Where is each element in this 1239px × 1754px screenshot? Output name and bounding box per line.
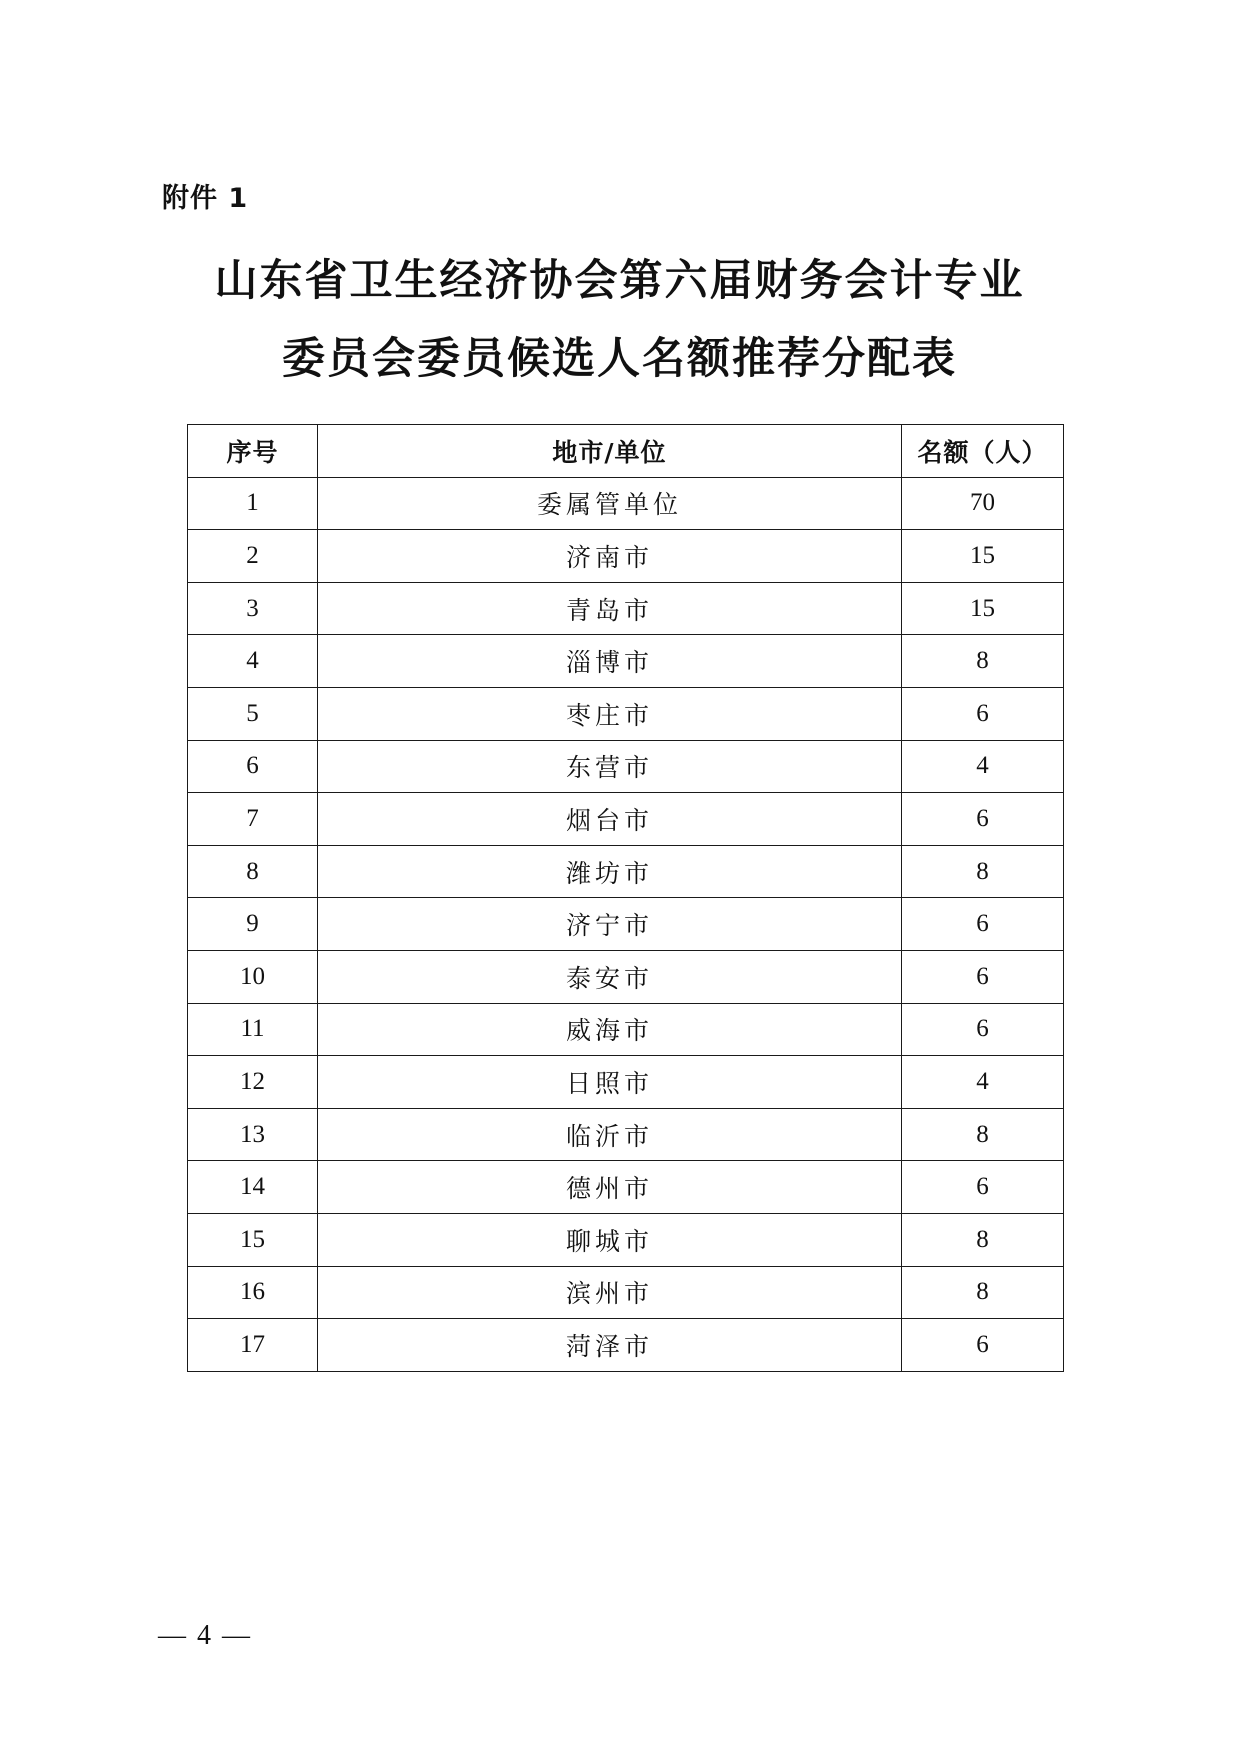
row-quota: 15 [902,582,1064,635]
row-quota: 6 [902,950,1064,1003]
row-quota: 15 [902,530,1064,583]
row-index: 16 [188,1266,318,1319]
table-row [188,582,1064,635]
table-row [188,898,1064,951]
row-quota: 8 [902,1108,1064,1161]
row-unit: 淄博市 [318,635,902,688]
quota-allocation-table [187,424,1064,1372]
row-quota: 6 [902,1003,1064,1056]
row-index: 6 [188,740,318,793]
row-unit: 滨州市 [318,1266,902,1319]
table-body [188,477,1064,1371]
header-index: 序号 [188,425,318,478]
row-unit: 青岛市 [318,582,902,635]
row-index: 2 [188,530,318,583]
attachment-label: 附件 1 [162,183,249,214]
row-quota: 6 [902,1161,1064,1214]
row-unit: 德州市 [318,1161,902,1214]
row-index: 12 [188,1056,318,1109]
row-quota: 8 [902,1266,1064,1319]
row-index: 10 [188,950,318,1003]
row-quota: 8 [902,1213,1064,1266]
row-quota: 4 [902,1056,1064,1109]
table-row [188,845,1064,898]
row-index: 7 [188,793,318,846]
table-row [188,1161,1064,1214]
table-row [188,687,1064,740]
row-index: 15 [188,1213,318,1266]
table-row [188,477,1064,530]
row-quota: 8 [902,635,1064,688]
row-index: 8 [188,845,318,898]
row-unit: 泰安市 [318,950,902,1003]
row-index: 9 [188,898,318,951]
row-unit: 烟台市 [318,793,902,846]
row-unit: 临沂市 [318,1108,902,1161]
row-quota: 6 [902,687,1064,740]
row-unit: 济宁市 [318,898,902,951]
row-unit: 日照市 [318,1056,902,1109]
row-unit: 济南市 [318,530,902,583]
table-row [188,740,1064,793]
table-header-row [188,425,1064,478]
table-row [188,1319,1064,1372]
row-quota: 6 [902,793,1064,846]
page-number: — 4 — [158,1620,252,1651]
row-quota: 6 [902,1319,1064,1372]
row-quota: 4 [902,740,1064,793]
table-row [188,635,1064,688]
row-index: 4 [188,635,318,688]
row-unit: 菏泽市 [318,1319,902,1372]
row-index: 11 [188,1003,318,1056]
table-row [188,950,1064,1003]
row-unit: 聊城市 [318,1213,902,1266]
header-unit: 地市/单位 [318,425,902,478]
table-row [188,1056,1064,1109]
row-index: 5 [188,687,318,740]
document-title-line-1: 山东省卫生经济协会第六届财务会计专业 [214,256,1025,306]
row-quota: 8 [902,845,1064,898]
row-quota: 70 [902,477,1064,530]
table-row [188,793,1064,846]
table-row [188,1266,1064,1319]
row-index: 17 [188,1319,318,1372]
table-row [188,1003,1064,1056]
header-quota: 名额（人） [902,425,1064,478]
row-unit: 东营市 [318,740,902,793]
row-index: 14 [188,1161,318,1214]
row-unit: 潍坊市 [318,845,902,898]
row-unit: 枣庄市 [318,687,902,740]
table-row [188,1213,1064,1266]
document-title-line-2: 委员会委员候选人名额推荐分配表 [282,334,957,384]
row-index: 3 [188,582,318,635]
row-quota: 6 [902,898,1064,951]
row-unit: 威海市 [318,1003,902,1056]
table-row [188,1108,1064,1161]
row-index: 13 [188,1108,318,1161]
table-row [188,530,1064,583]
row-index: 1 [188,477,318,530]
row-unit: 委属管单位 [318,477,902,530]
